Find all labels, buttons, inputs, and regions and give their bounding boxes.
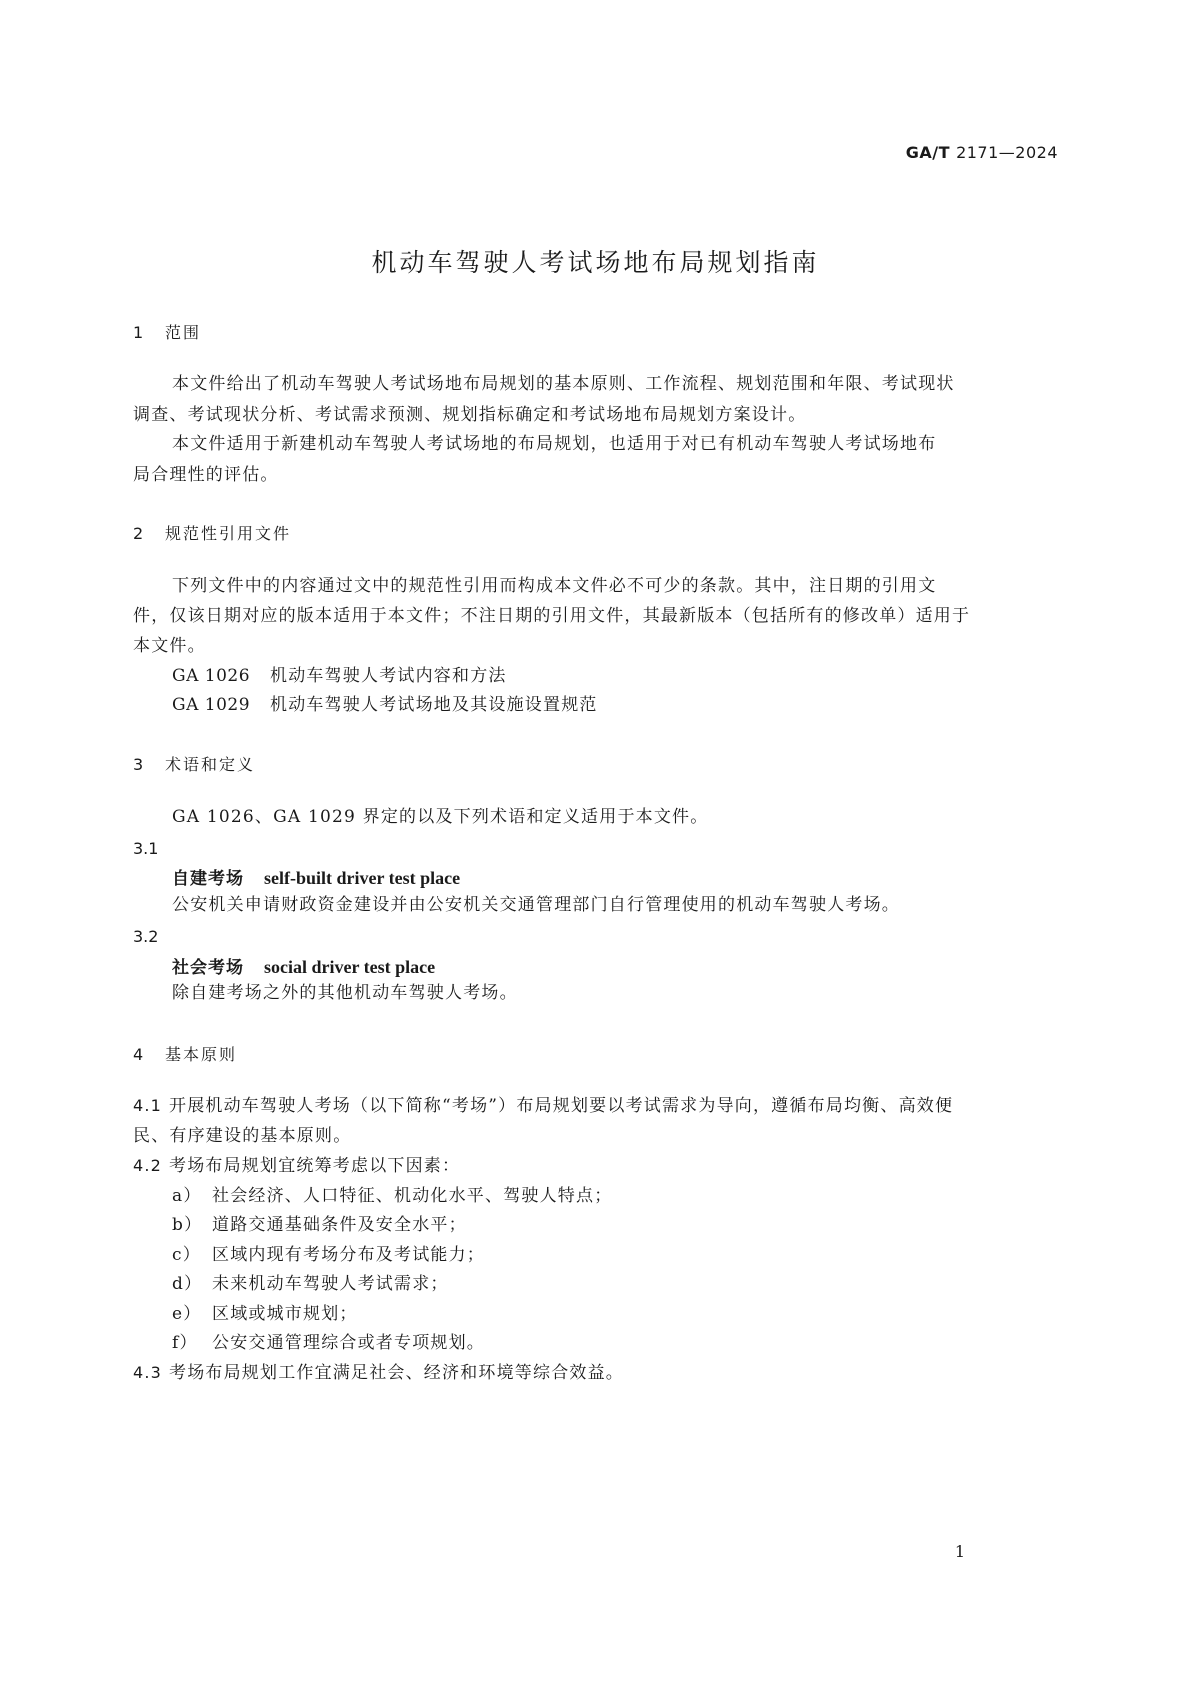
paragraph-line: 件，仅该日期对应的版本适用于本文件；不注日期的引用文件，其最新版本（包括所有的修改单）适用于 xyxy=(133,606,971,626)
term-heading xyxy=(172,864,460,889)
section-number: 1 xyxy=(133,323,144,342)
list-item-text: 区域或城市规划； xyxy=(212,1304,358,1324)
clause-number: 4.2 xyxy=(133,1156,163,1175)
document-title: 机动车驾驶人考试场地布局规划指南 xyxy=(371,248,820,277)
list-item-marker: e） xyxy=(172,1304,202,1324)
list-item-text: 公安交通管理综合或者专项规划。 xyxy=(212,1333,485,1353)
section-title: 范围 xyxy=(165,323,202,342)
section-1-heading xyxy=(133,320,201,343)
clause-4-3 xyxy=(133,1357,624,1389)
list-item-text: 未来机动车驾驶人考试需求； xyxy=(212,1274,449,1294)
term-zh: 社会考场 xyxy=(172,958,244,978)
list-item-marker: b） xyxy=(172,1215,203,1235)
section-number: 3 xyxy=(133,755,144,774)
list-item-marker: d） xyxy=(172,1274,203,1294)
reference-code: GA 1029 xyxy=(172,695,251,715)
list-item xyxy=(172,1268,449,1300)
clause-number: 4.3 xyxy=(133,1363,163,1382)
list-item xyxy=(172,1239,485,1271)
list-item xyxy=(172,1180,612,1212)
paragraph-line: 下列文件中的内容通过文中的规范性引用而构成本文件必不可少的条款。其中，注日期的引用文 xyxy=(172,576,937,596)
section-number: 4 xyxy=(133,1045,144,1064)
paragraph-line: 调查、考试现状分析、考试需求预测、规划指标确定和考试场地布局规划方案设计。 xyxy=(133,405,807,425)
clause-text: 开展机动车驾驶人考场（以下简称“考场”）布局规划要以考试需求为导向，遵循布局均衡、高效便 xyxy=(169,1096,954,1116)
list-item-marker: f） xyxy=(172,1333,198,1353)
standard-code-number: 2171—2024 xyxy=(956,143,1058,162)
list-item xyxy=(172,1298,358,1330)
list-item xyxy=(172,1209,467,1241)
term-definition: 除自建考场之外的其他机动车驾驶人考场。 xyxy=(172,983,518,1003)
paragraph-line: 本文件给出了机动车驾驶人考试场地布局规划的基本原则、工作流程、规划范围和年限、考试现状 xyxy=(172,374,955,394)
section-title: 规范性引用文件 xyxy=(165,524,292,543)
reference-title: 机动车驾驶人考试场地及其设施设置规范 xyxy=(270,695,598,715)
standard-code xyxy=(906,143,1058,162)
reference-code: GA 1026 xyxy=(172,666,251,686)
standard-code-prefix: GA/T xyxy=(905,143,950,162)
section-title: 基本原则 xyxy=(165,1045,238,1064)
reference-title: 机动车驾驶人考试内容和方法 xyxy=(270,666,507,686)
paragraph-line: 本文件。 xyxy=(133,636,206,656)
term-definition: 公安机关申请财政资金建设并由公安机关交通管理部门自行管理使用的机动车驾驶人考场。 xyxy=(172,895,900,915)
section-title: 术语和定义 xyxy=(165,755,256,774)
term-number: 3.2 xyxy=(133,927,159,946)
list-item-marker: c） xyxy=(172,1245,201,1265)
term-heading xyxy=(172,953,435,978)
list-item-text: 社会经济、人口特征、机动化水平、驾驶人特点； xyxy=(212,1186,613,1206)
clause-text: 考场布局规划工作宜满足社会、经济和环境等综合效益。 xyxy=(169,1363,624,1383)
clause-4-1 xyxy=(133,1090,953,1122)
normative-reference xyxy=(172,660,507,692)
terms-intro: GA 1026、GA 1029 界定的以及下列术语和定义适用于本文件。 xyxy=(172,807,709,827)
list-item-text: 道路交通基础条件及安全水平； xyxy=(212,1215,467,1235)
term-en: social driver test place xyxy=(264,957,436,977)
list-item-marker: a） xyxy=(172,1186,202,1206)
list-item xyxy=(172,1327,485,1359)
paragraph-line: 民、有序建设的基本原则。 xyxy=(133,1126,352,1146)
section-2-heading xyxy=(133,521,291,544)
term-number: 3.1 xyxy=(133,839,159,858)
clause-4-2 xyxy=(133,1150,460,1182)
paragraph-line: 局合理性的评估。 xyxy=(133,465,279,485)
section-4-heading xyxy=(133,1042,237,1065)
term-en: self-built driver test place xyxy=(264,868,461,888)
page-number: 1 xyxy=(954,1542,965,1561)
section-3-heading xyxy=(133,752,255,775)
term-zh: 自建考场 xyxy=(172,869,244,889)
section-number: 2 xyxy=(133,524,144,543)
list-item-text: 区域内现有考场分布及考试能力； xyxy=(212,1245,485,1265)
normative-reference xyxy=(172,689,598,721)
clause-text: 考场布局规划宜统筹考虑以下因素： xyxy=(169,1156,461,1176)
paragraph-line: 本文件适用于新建机动车驾驶人考试场地的布局规划，也适用于对已有机动车驾驶人考试场地布 xyxy=(172,434,937,454)
clause-number: 4.1 xyxy=(133,1096,163,1115)
